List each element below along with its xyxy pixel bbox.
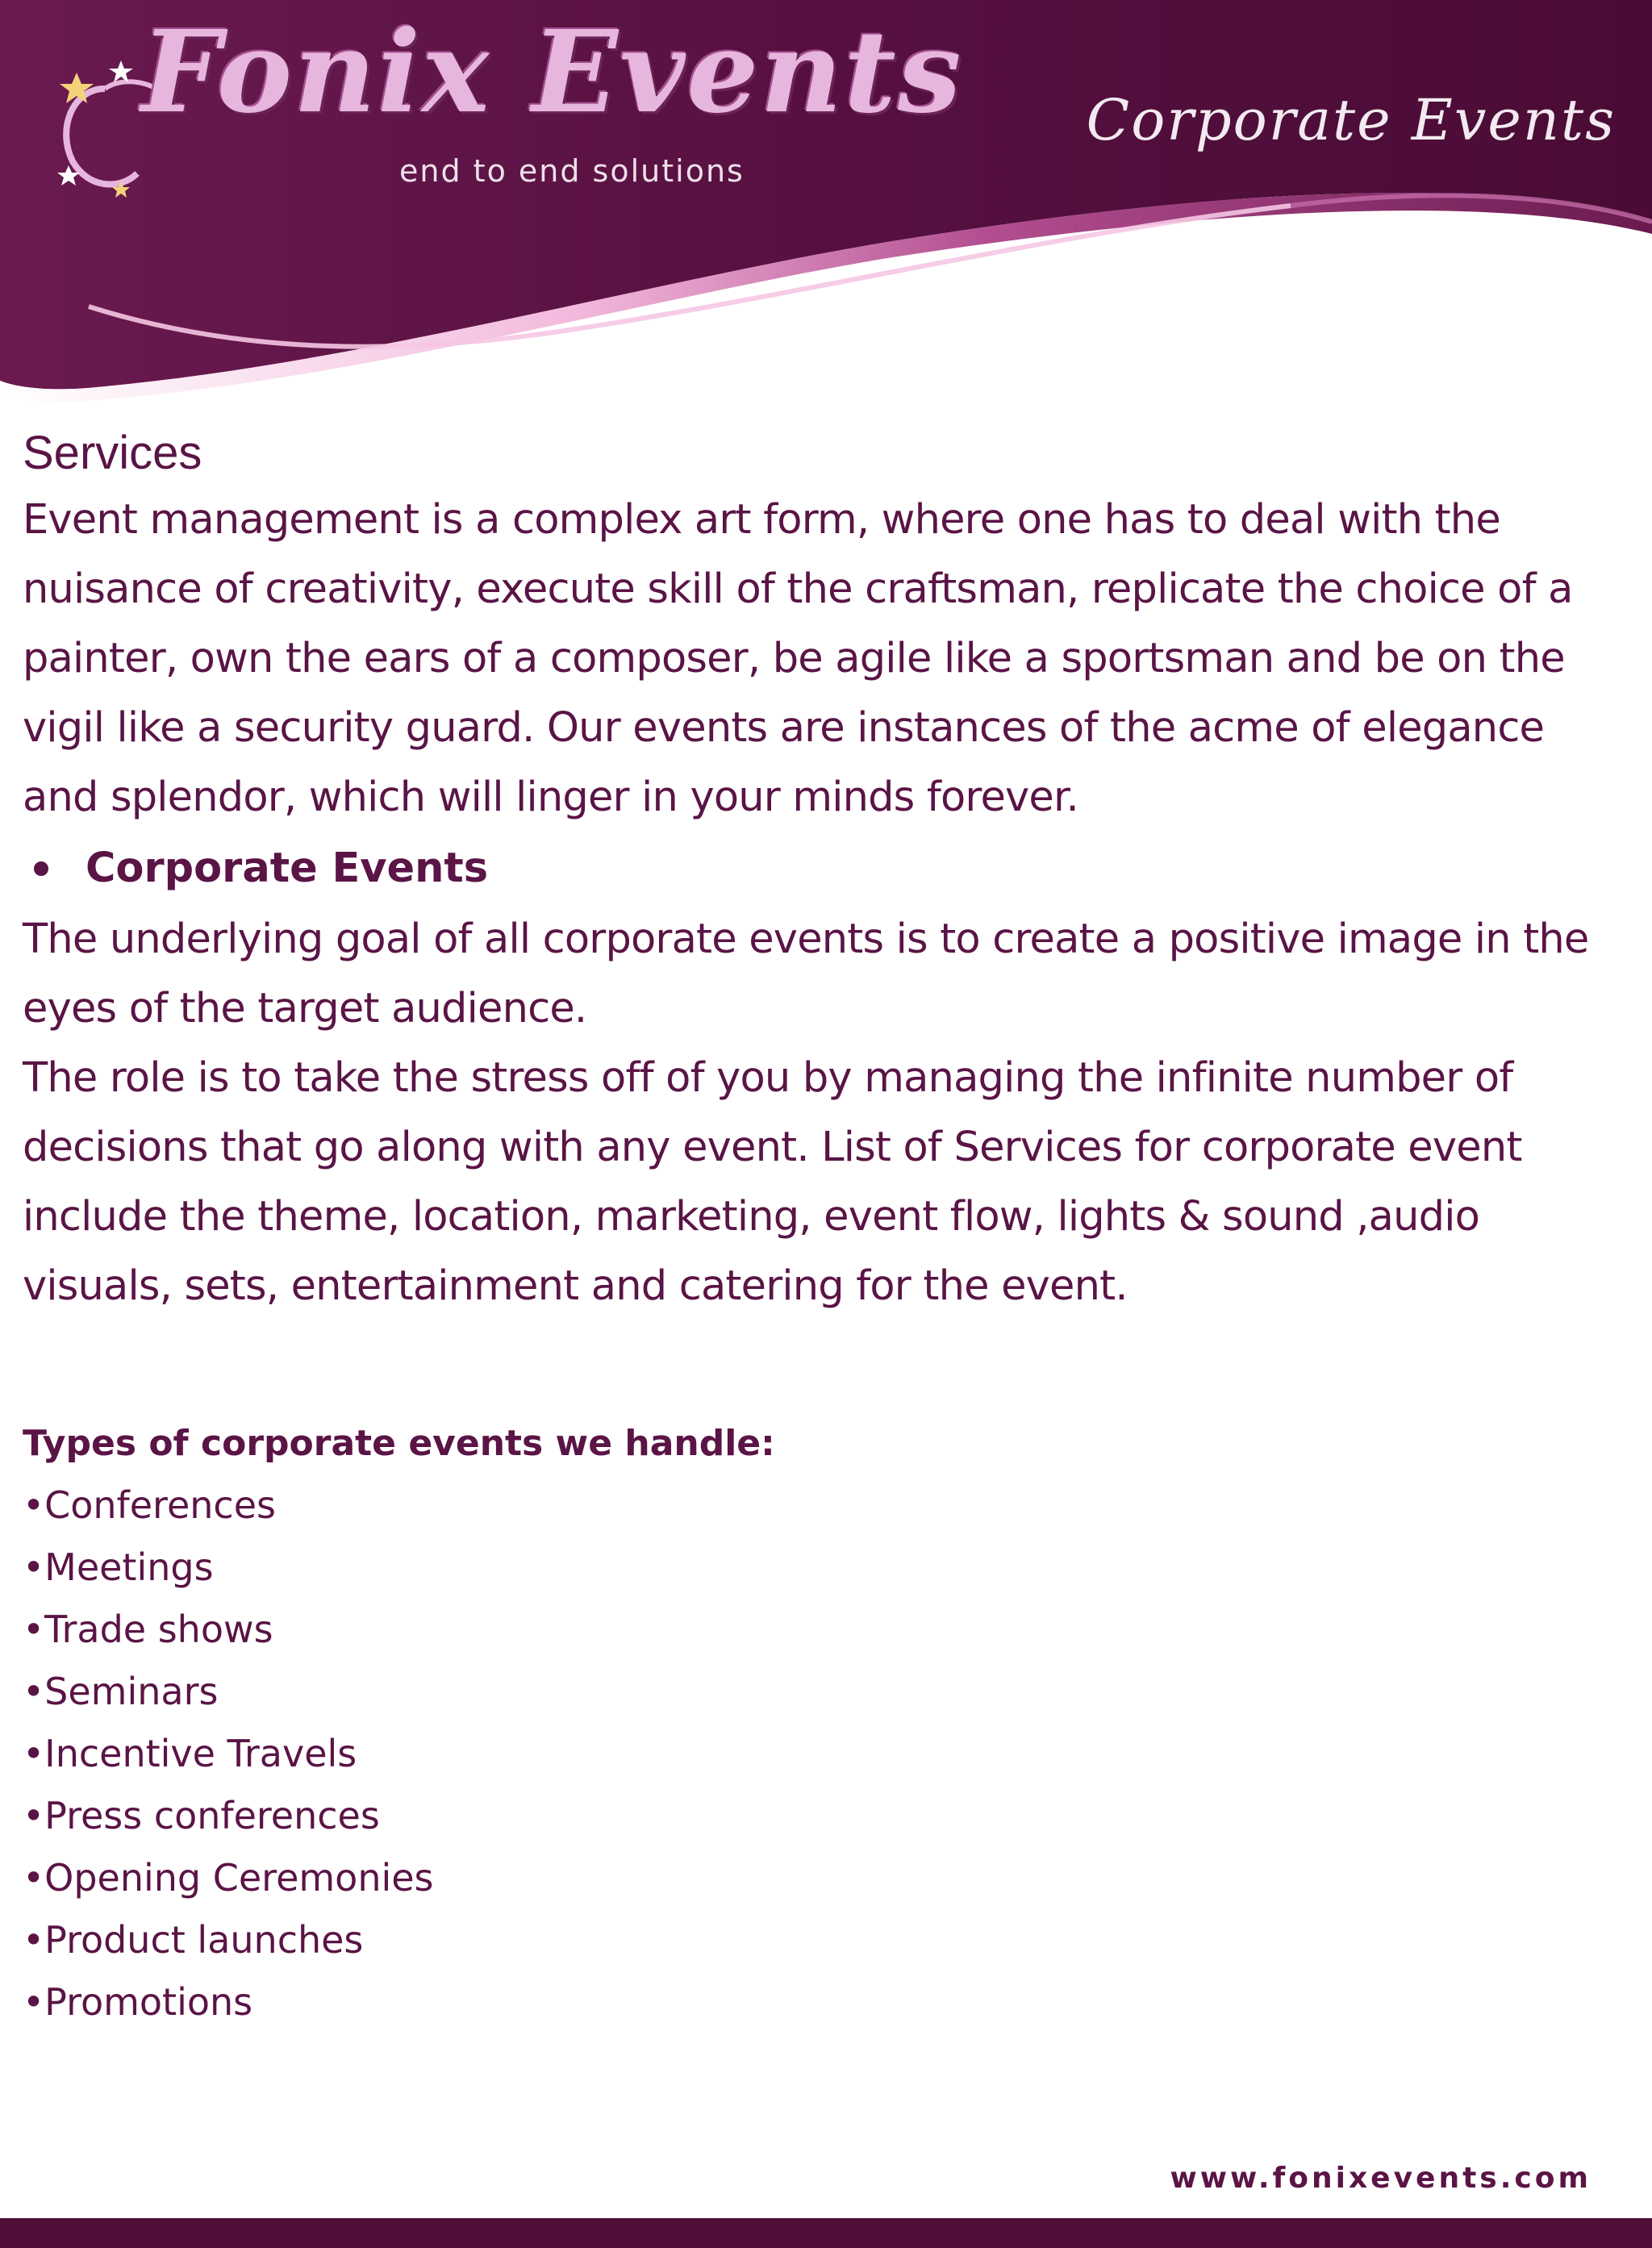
list-item: •Product launches	[23, 1918, 364, 1962]
types-list	[23, 1474, 1632, 2033]
logo: Fonix Events	[141, 6, 963, 139]
goal-paragraph: The underlying goal of all corporate events is to create a positive image in the eyes of the target audience.	[23, 915, 1589, 1032]
footer-bar	[0, 2218, 1652, 2248]
corporate-events-heading-label: Corporate Events	[86, 845, 489, 892]
role-paragraph: The role is to take the stress off of you by managing the infinite number of decisions that go along with any event. List of Services for corporate event include the theme, location, marketing, event flow, lights & sound ,audio visuals, sets, entertainment and catering for the event.	[23, 1054, 1522, 1310]
list-item: •Seminars	[23, 1670, 219, 1713]
main-content	[23, 421, 1632, 2033]
list-item: •Meetings	[23, 1545, 214, 1589]
logo-tagline: end to end solutions	[399, 153, 745, 189]
list-item: •Opening Ceremonies	[23, 1856, 434, 1900]
list-item: •Trade shows	[23, 1608, 273, 1651]
document-title: Corporate Events	[1086, 87, 1616, 153]
bullet-icon	[34, 861, 48, 876]
corporate-events-heading	[23, 832, 1632, 905]
list-item: •Promotions	[23, 1980, 253, 2024]
header-banner	[0, 0, 1652, 419]
list-item: •Conferences	[23, 1483, 276, 1527]
types-heading: Types of corporate events we handle:	[23, 1423, 775, 1464]
section-title: Services	[23, 427, 202, 479]
website-url: www.fonixevents.com	[1170, 2162, 1592, 2195]
list-item: •Press conferences	[23, 1794, 380, 1837]
list-item: •Incentive Travels	[23, 1732, 357, 1775]
intro-paragraph: Event management is a complex art form, where one has to deal with the nuisance of creativity, execute skill of the craftsman, replicate the choice of a painter, own the ears of a composer, be agile like a sportsman and be on the vigil like a security guard. Our events are instances of the acme of elegance and splendor, which will linger in your minds forever.	[23, 496, 1573, 821]
